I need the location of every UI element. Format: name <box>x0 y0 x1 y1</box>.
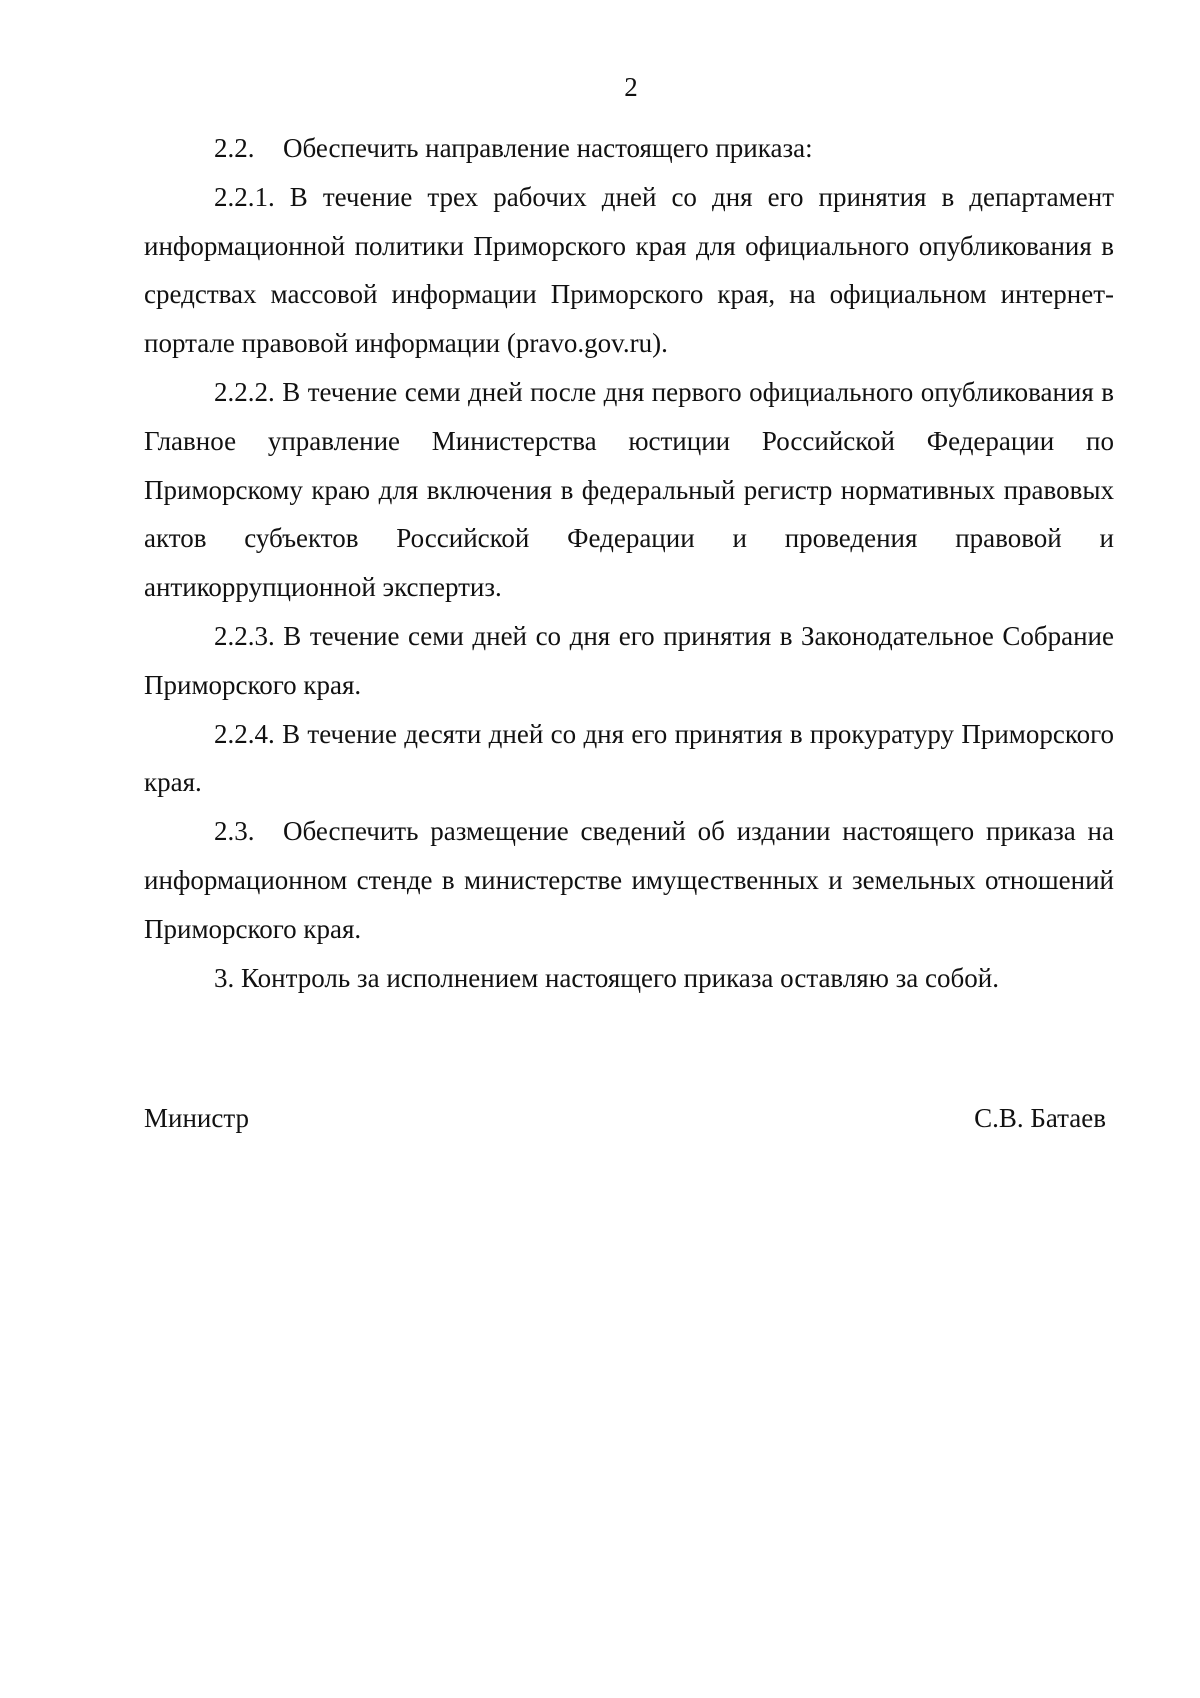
paragraph-2-2-2: 2.2.2. В течение семи дней после дня первого официального опубликования в Главное управление Министерства юстиции Российской Федерации по Приморскому краю для включения в федеральный регистр нормативных правовых актов субъектов Российской Федерации и проведения правовой и антикоррупционной экспертиз. <box>144 376 1114 603</box>
paragraph-2-2-3: 2.2.3. В течение семи дней со дня его принятия в Законодательное Собрание Приморского края. <box>144 620 1114 700</box>
signature-block <box>144 1098 1106 1138</box>
paragraph-2-2-1: 2.2.1. В течение трех рабочих дней со дня его принятия в департамент информационной политики Приморского края для официального опубликования в средствах массовой информации Приморского края, на официальном интернет-портале правовой информации (pravo.gov.ru). <box>144 181 1114 359</box>
paragraph-2-2-4: 2.2.4. В течение десяти дней со дня его принятия в прокуратуру Приморского края. <box>144 718 1114 798</box>
signatory-position: Министр <box>144 1103 249 1133</box>
paragraph-2-2-text: Обеспечить направление настоящего приказа: <box>283 133 813 163</box>
signatory-name: С.В. Батаев <box>974 1103 1106 1133</box>
paragraph-2-3-text: Обеспечить размещение сведений об издании настоящего приказа на информационном стенде в министерстве имущественных и земельных отношений Приморского края. <box>144 816 1114 944</box>
paragraph-2-2-number: 2.2. <box>214 133 255 163</box>
page-number: 2 <box>624 72 638 102</box>
paragraph-2-3 <box>144 807 1114 953</box>
paragraph-2-2 <box>144 124 1114 173</box>
paragraph-2-3-number: 2.3. <box>214 816 255 847</box>
paragraph-3: 3. Контроль за исполнением настоящего приказа оставляю за собой. <box>214 962 999 993</box>
document-body <box>144 124 1114 1002</box>
